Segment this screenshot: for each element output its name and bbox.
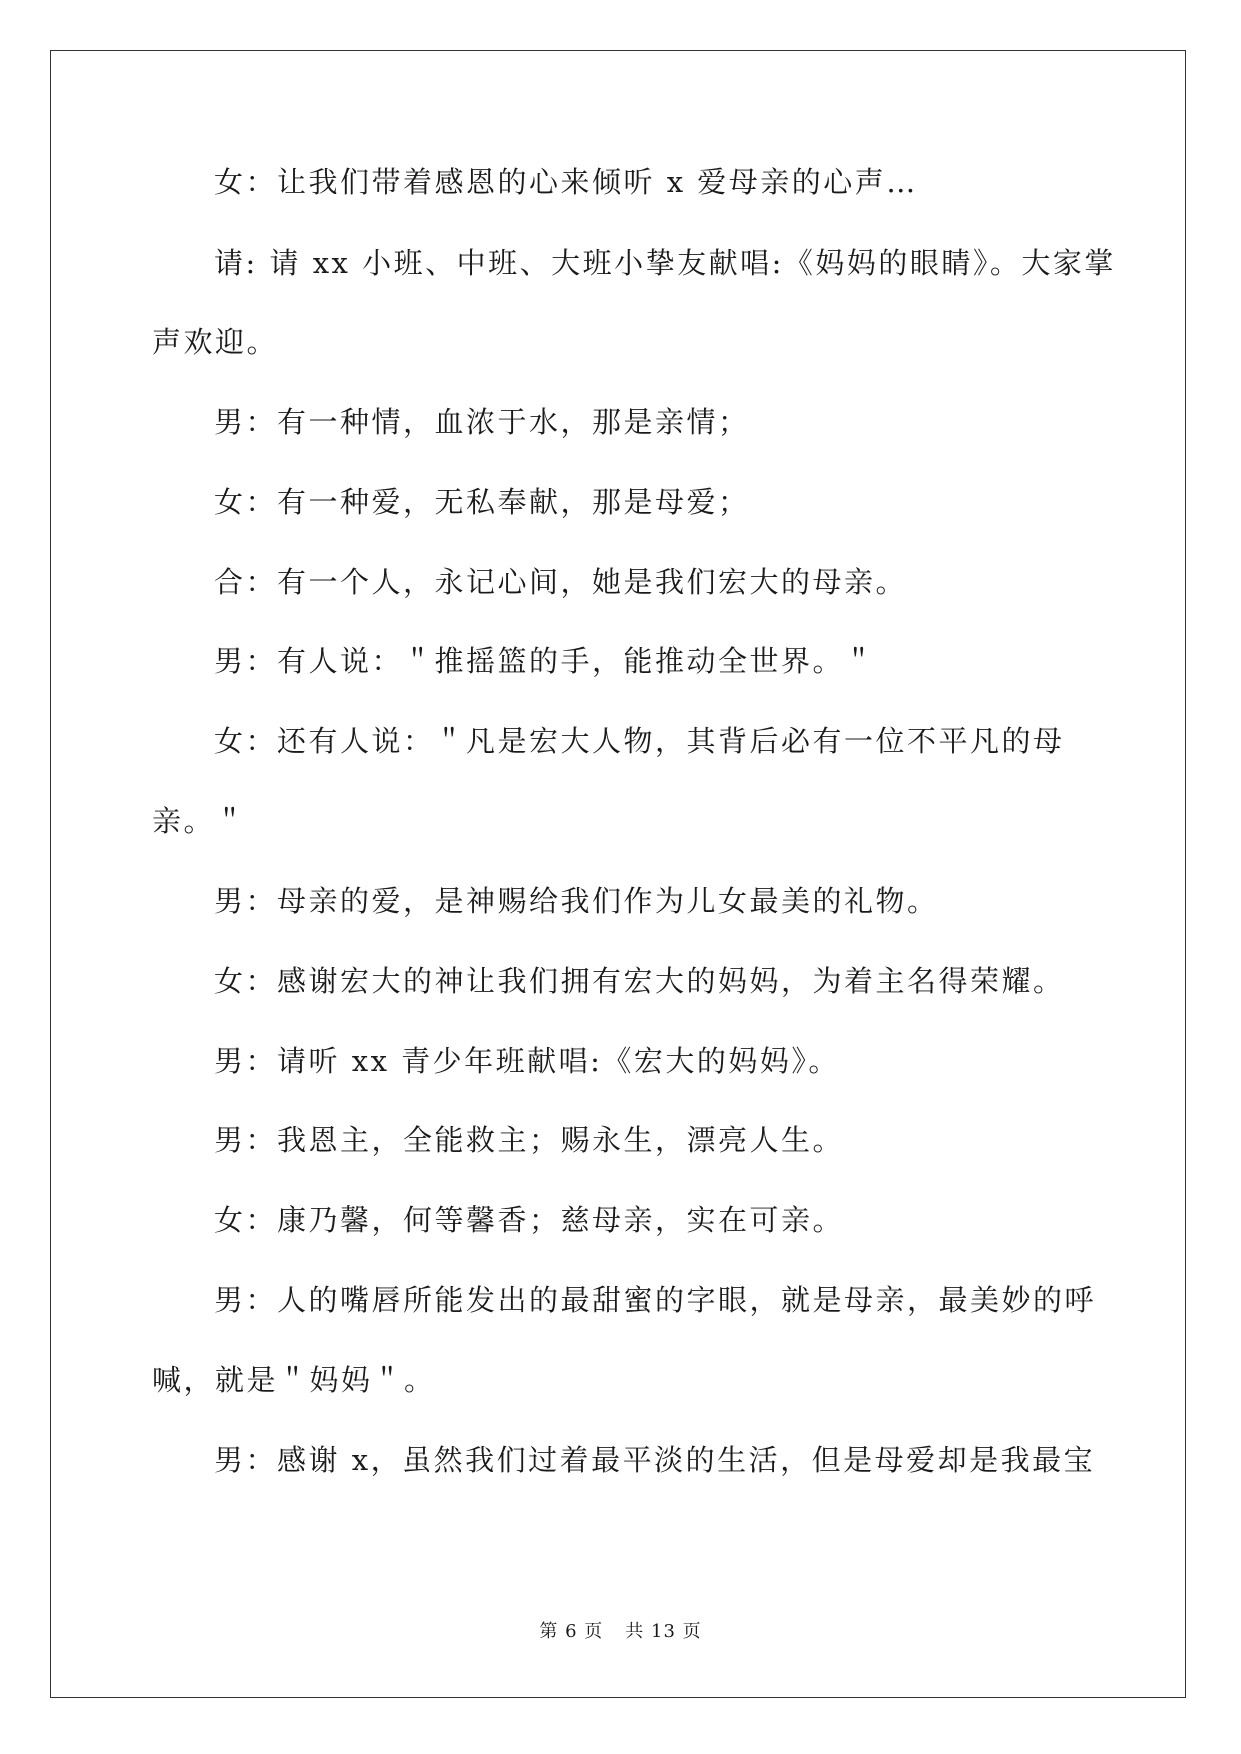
- paragraph-line: 女：还有人说：＂凡是宏大人物，其背后必有一位不平凡的母: [214, 724, 1065, 758]
- paragraph-line: 请: 请 xx 小班、中班、大班小挚友献唱:《妈妈的眼睛》。大家掌: [214, 246, 1116, 280]
- paragraph-line: 女：感谢宏大的神让我们拥有宏大的妈妈，为着主名得荣耀。: [214, 964, 1065, 998]
- paragraph-line: 女：让我们带着感恩的心来倾听 x 爱母亲的心声…: [214, 165, 918, 199]
- paragraph-line: 男：有一种情，血浓于水，那是亲情；: [214, 405, 750, 439]
- paragraph-line: 男：有人说：＂推摇篮的手，能推动全世界。＂: [214, 644, 876, 678]
- paragraph-line: 女：有一种爱，无私奉献，那是母爱；: [214, 485, 750, 519]
- paragraph-line: 女：康乃馨，何等馨香；慈母亲，实在可亲。: [214, 1203, 845, 1237]
- paragraph-line: 声欢迎。: [152, 325, 279, 359]
- paragraph-line: 男：感谢 x，虽然我们过着最平淡的生活，但是母爱却是我最宝: [214, 1443, 1096, 1477]
- page-footer: [0, 1617, 1241, 1643]
- paragraph-line: 合：有一个人，永记心间，她是我们宏大的母亲。: [214, 565, 908, 599]
- paragraph-line: 喊，就是＂妈妈＂。: [152, 1363, 436, 1397]
- page-number-current: 第 6 页: [539, 1621, 604, 1642]
- paragraph-line: 亲。＂: [152, 804, 247, 838]
- paragraph-line: 男：母亲的爱，是神赐给我们作为儿女最美的礼物。: [214, 884, 939, 918]
- paragraph-line: 男：请听 xx 青少年班献唱:《宏大的妈妈》。: [214, 1044, 840, 1078]
- page-number-total: 共 13 页: [625, 1621, 702, 1642]
- paragraph-line: 男：我恩主，全能救主；赐永生，漂亮人生。: [214, 1123, 845, 1157]
- paragraph-line: 男：人的嘴唇所能发出的最甜蜜的字眼，就是母亲，最美妙的呼: [214, 1283, 1097, 1317]
